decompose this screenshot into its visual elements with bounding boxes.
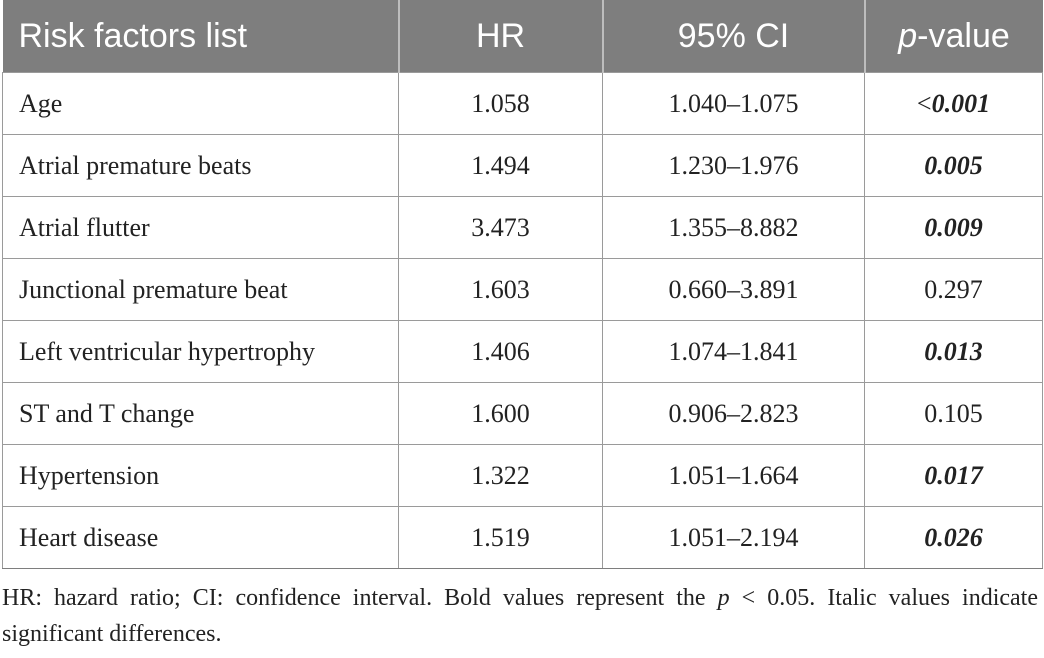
header-row bbox=[3, 0, 1043, 73]
footnote-part1: HR: hazard ratio; CI: confidence interval. Bold values represent the bbox=[2, 585, 718, 611]
table-row bbox=[3, 383, 1043, 445]
cell-ci: 1.355–8.882 bbox=[603, 197, 865, 259]
cell-ci: 1.074–1.841 bbox=[603, 321, 865, 383]
cell-p-value bbox=[865, 445, 1043, 507]
cell-p-value bbox=[865, 383, 1043, 445]
footnote-part2: < 0.05. Italic values indicate significant differences. bbox=[2, 585, 1038, 647]
cell-hr: 1.058 bbox=[399, 73, 603, 135]
cell-factor: Hypertension bbox=[3, 445, 399, 507]
p-value: 0.105 bbox=[924, 398, 983, 428]
cell-factor: Left ventricular hypertrophy bbox=[3, 321, 399, 383]
table-footnote bbox=[2, 580, 1038, 652]
cell-factor: Atrial premature beats bbox=[3, 135, 399, 197]
risk-factors-table bbox=[2, 0, 1043, 569]
p-value: 0.017 bbox=[924, 460, 983, 490]
cell-factor: Junctional premature beat bbox=[3, 259, 399, 321]
header-ci: 95% CI bbox=[603, 0, 865, 73]
table-row bbox=[3, 259, 1043, 321]
cell-hr: 1.406 bbox=[399, 321, 603, 383]
p-value: 0.013 bbox=[924, 336, 983, 366]
footnote-italic-p: p bbox=[717, 585, 730, 611]
table-header bbox=[3, 0, 1043, 73]
p-value: 0.005 bbox=[924, 150, 983, 180]
cell-ci: 1.051–2.194 bbox=[603, 507, 865, 569]
cell-hr: 1.322 bbox=[399, 445, 603, 507]
cell-factor: Age bbox=[3, 73, 399, 135]
cell-ci: 0.906–2.823 bbox=[603, 383, 865, 445]
table-row bbox=[3, 197, 1043, 259]
cell-ci: 1.230–1.976 bbox=[603, 135, 865, 197]
table-row bbox=[3, 321, 1043, 383]
cell-hr: 1.603 bbox=[399, 259, 603, 321]
header-p-value bbox=[865, 0, 1043, 73]
p-prefix: < bbox=[916, 88, 932, 118]
header-risk-factors: Risk factors list bbox=[3, 0, 399, 73]
cell-factor: Atrial flutter bbox=[3, 197, 399, 259]
cell-p-value bbox=[865, 135, 1043, 197]
cell-p-value bbox=[865, 73, 1043, 135]
cell-hr: 1.494 bbox=[399, 135, 603, 197]
cell-hr: 1.519 bbox=[399, 507, 603, 569]
p-value: 0.009 bbox=[924, 212, 983, 242]
cell-ci: 1.040–1.075 bbox=[603, 73, 865, 135]
header-hr: HR bbox=[399, 0, 603, 73]
header-p-rest: -value bbox=[917, 16, 1010, 55]
cell-p-value bbox=[865, 197, 1043, 259]
cell-hr: 3.473 bbox=[399, 197, 603, 259]
table-row bbox=[3, 507, 1043, 569]
table-body bbox=[3, 73, 1043, 569]
cell-p-value bbox=[865, 259, 1043, 321]
p-value: 0.001 bbox=[931, 88, 991, 118]
table-row bbox=[3, 135, 1043, 197]
cell-ci: 1.051–1.664 bbox=[603, 445, 865, 507]
p-value: 0.026 bbox=[924, 522, 983, 552]
cell-ci: 0.660–3.891 bbox=[603, 259, 865, 321]
cell-factor: ST and T change bbox=[3, 383, 399, 445]
p-value: 0.297 bbox=[924, 274, 983, 304]
cell-hr: 1.600 bbox=[399, 383, 603, 445]
cell-factor: Heart disease bbox=[3, 507, 399, 569]
header-p-italic: p bbox=[898, 16, 918, 55]
table-row bbox=[3, 73, 1043, 135]
cell-p-value bbox=[865, 507, 1043, 569]
cell-p-value bbox=[865, 321, 1043, 383]
table-row bbox=[3, 445, 1043, 507]
